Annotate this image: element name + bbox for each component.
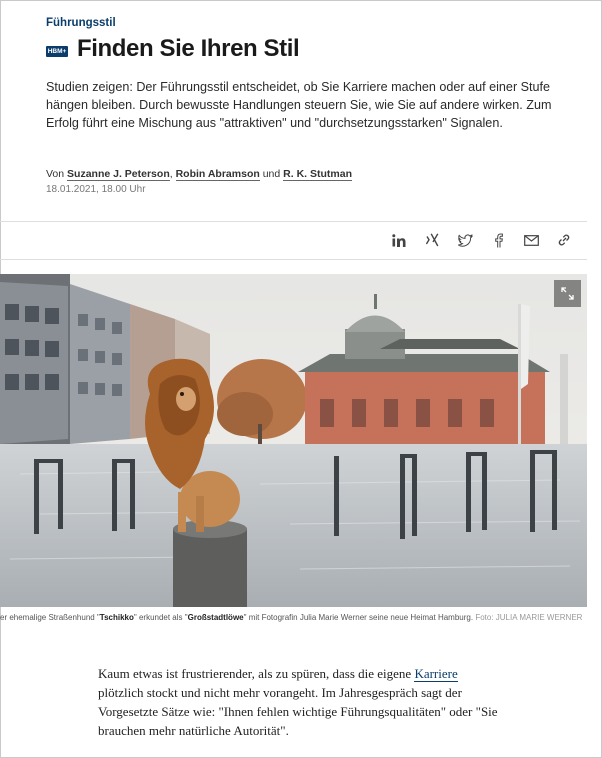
karriere-link[interactable]: Karriere	[414, 666, 458, 681]
author-link-peterson[interactable]: Suzanne J. Peterson	[67, 168, 170, 180]
article-title: Finden Sie Ihren Stil	[77, 35, 300, 62]
photo-illustration	[0, 274, 587, 607]
caption-alias: Großstadtlöwe	[187, 613, 244, 622]
image-caption	[0, 613, 585, 623]
caption-text: " erkundet als "	[133, 613, 188, 622]
divider	[0, 259, 587, 260]
mail-icon[interactable]	[521, 231, 541, 249]
divider	[0, 221, 587, 222]
linkedin-icon[interactable]	[389, 231, 409, 249]
premium-badge: HBM+	[47, 48, 67, 55]
xing-icon[interactable]	[422, 231, 442, 249]
body-text: Kaum etwas ist frustrierender, als zu spüren, dass die eigene	[98, 666, 412, 681]
caption-text: " mit Fotografin Julia Marie Werner seine neue Heimat Hamburg.	[243, 613, 474, 622]
twitter-icon[interactable]	[455, 231, 475, 249]
byline-and: und	[262, 168, 281, 180]
publish-date: 18.01.2021, 18.00 Uhr	[46, 184, 146, 195]
author-link-stutman[interactable]: R. K. Stutman	[283, 168, 352, 180]
caption-text: er ehemalige Straßenhund "	[0, 613, 100, 622]
article-photo	[0, 274, 587, 607]
expand-icon	[561, 287, 574, 300]
facebook-icon[interactable]	[488, 231, 508, 249]
article-body	[98, 664, 498, 740]
byline	[46, 168, 352, 180]
article-kicker[interactable]: Führungsstil	[46, 17, 116, 29]
author-link-abramson[interactable]: Robin Abramson	[175, 168, 260, 180]
byline-prefix: Von	[46, 168, 65, 180]
body-text: plötzlich stockt und nicht mehr vorangeht. Im Jahresgespräch sagt der Vorgesetzte Sätze wie: "Ihnen fehlen wichtige Führungsqualitäten" oder "Sie brauchen mehr natürliche Autorität".	[98, 685, 498, 738]
share-bar	[389, 231, 574, 249]
photo-credit: Foto: JULIA MARIE WERNER	[475, 613, 583, 622]
byline-separator: ,	[169, 168, 173, 180]
caption-dog-name: Tschikko	[99, 613, 134, 622]
expand-image-button[interactable]	[554, 280, 581, 307]
link-icon[interactable]	[554, 231, 574, 249]
article-lead: Studien zeigen: Der Führungsstil entscheidet, ob Sie Karriere machen oder auf einer Stufe hängen bleiben. Durch bewusste Handlungen steuern Sie, wie Sie auf andere wirken. Zum Erfolg führt eine Mischung aus "attraktiven" und "durchsetzungsstarken" Signalen.	[46, 80, 552, 130]
